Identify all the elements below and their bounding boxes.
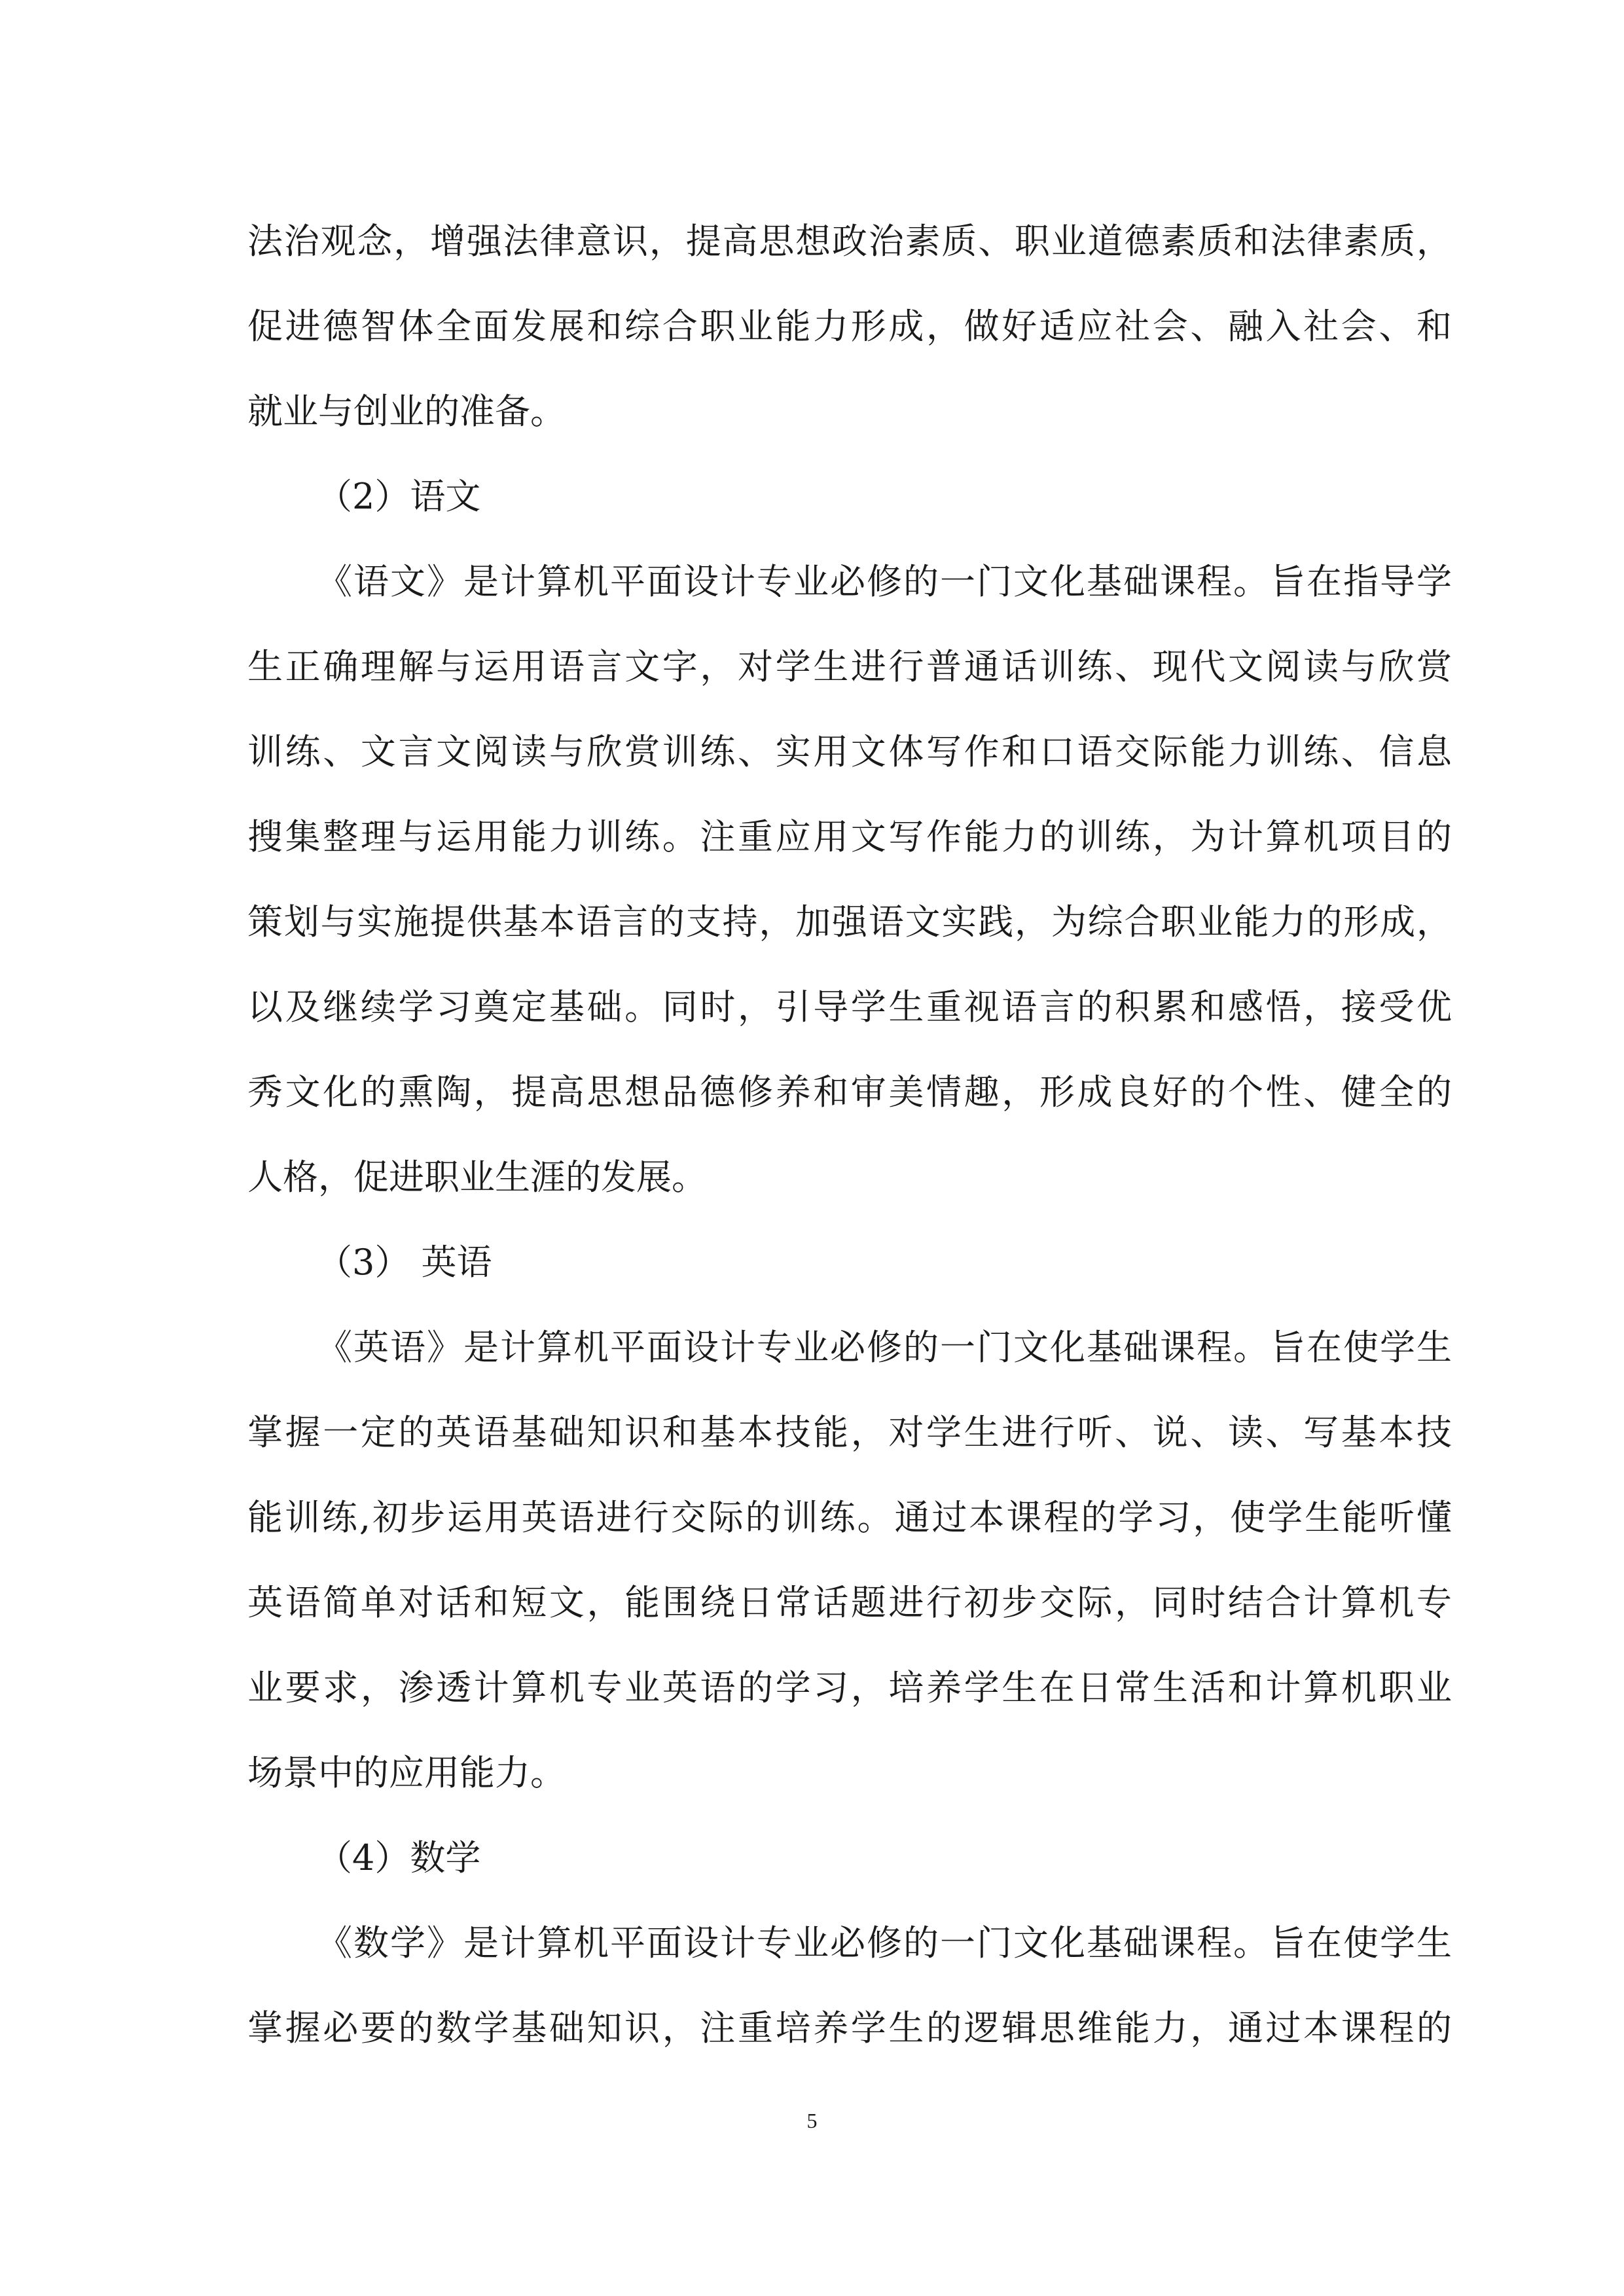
section-heading: （4）数学 [317,1837,481,1878]
text-line: 就业与创业的准备。 [247,391,566,432]
text-line: 策划与实施提供基本语言的支持，加强语文实践，为综合职业能力的形成， [247,901,1452,942]
text-line: 法治观念，增强法律意识，提高思想政治素质、职业道德素质和法律素质， [247,221,1452,262]
text-line: 《英语》是计算机平面设计专业必修的一门文化基础课程。旨在使学生 [317,1327,1452,1368]
text-line: 场景中的应用能力。 [247,1752,566,1793]
text-line: 掌握一定的英语基础知识和基本技能，对学生进行听、说、读、写基本技 [247,1412,1452,1453]
text-line: 搜集整理与运用能力训练。注重应用文写作能力的训练，为计算机项目的 [247,816,1452,857]
text-line: 《数学》是计算机平面设计专业必修的一门文化基础课程。旨在使学生 [317,1922,1452,1964]
text-line: 促进德智体全面发展和综合职业能力形成，做好适应社会、融入社会、和 [247,306,1452,347]
page-number: 5 [806,2109,818,2132]
text-line: 人格，促进职业生涯的发展。 [247,1157,707,1198]
text-line: 业要求，渗透计算机专业英语的学习，培养学生在日常生活和计算机职业 [247,1667,1452,1708]
text-line: 生正确理解与运用语言文字，对学生进行普通话训练、现代文阅读与欣赏 [247,646,1452,687]
text-line: 掌握必要的数学基础知识，注重培养学生的逻辑思维能力，通过本课程的 [247,2007,1452,2049]
text-line: 训练、文言文阅读与欣赏训练、实用文体写作和口语交际能力训练、信息 [247,731,1452,772]
text-line: 能训练,初步运用英语进行交际的训练。通过本课程的学习，使学生能听懂 [247,1497,1452,1538]
text-line: 英语简单对话和短文，能围绕日常话题进行初步交际，同时结合计算机专 [247,1582,1452,1623]
section-heading: （2）语文 [317,476,481,517]
section-heading: （3） 英语 [317,1242,492,1283]
text-line: 秀文化的熏陶，提高思想品德修养和审美情趣，形成良好的个性、健全的 [247,1071,1452,1113]
text-line: 以及继续学习奠定基础。同时，引导学生重视语言的积累和感悟，接受优 [247,986,1452,1028]
text-line: 《语文》是计算机平面设计专业必修的一门文化基础课程。旨在指导学 [317,561,1452,602]
